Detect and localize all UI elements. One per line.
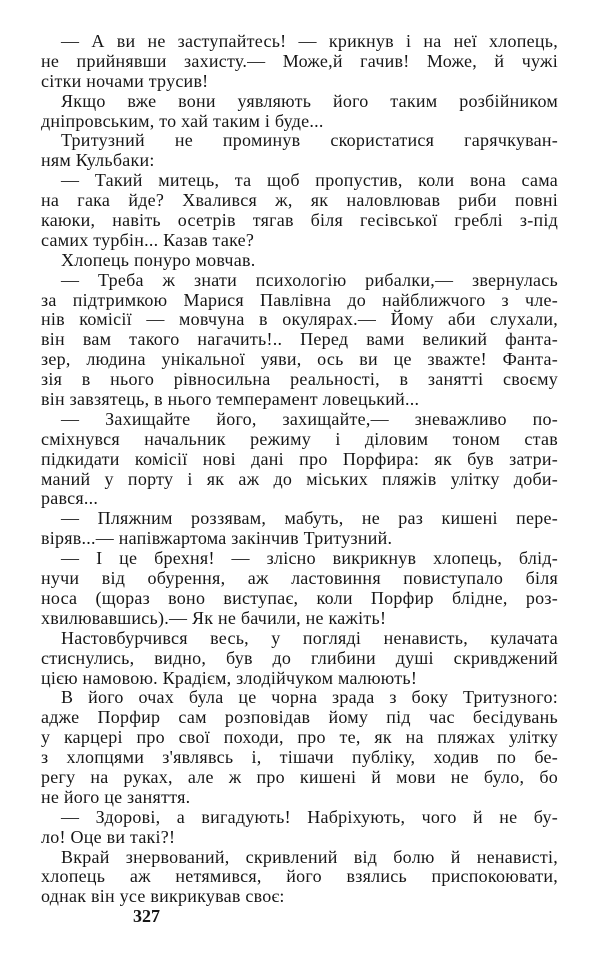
- text-line: — Захищайте його, захищайте,— зневажливо по-: [61, 408, 558, 429]
- text-line: за підтримкою Марися Павлівна до найближчого з чле-: [41, 289, 558, 310]
- paragraph: [41, 848, 558, 908]
- text-line: віряв...— напівжартома закінчив Тритузний.: [41, 528, 393, 549]
- paragraph: [41, 629, 558, 689]
- paragraph: [41, 509, 558, 549]
- text-line: цією намовою. Крадієм, злодійчуком малюють!: [41, 667, 418, 688]
- text-line: рався...: [41, 488, 99, 509]
- text-line: у карцері про свої походи, про те, як на пляжах улітку: [41, 727, 558, 748]
- page-number: 327: [133, 906, 160, 926]
- text-line: Тритузний не проминув скористатися гарячкуван-: [61, 130, 558, 151]
- text-line: не прийнявши захисту.— Може,й гачив! Може, й чужі: [41, 50, 558, 71]
- paragraph: [41, 549, 558, 629]
- paragraph: [41, 410, 558, 509]
- paragraph: [41, 32, 558, 92]
- text-line: — Такий митець, та щоб пропустив, коли вона сама: [61, 170, 558, 191]
- text-line: хлопець аж нетямився, його взялись приспокоювати,: [41, 866, 558, 887]
- text-line: — Пляжним роззявам, мабуть, не раз кишені пере-: [61, 508, 558, 529]
- text-line: — А ви не заступайтесь! — крикнув і на неї хлопець,: [61, 31, 558, 51]
- text-line: не його це заняття.: [41, 786, 191, 807]
- paragraph: [41, 92, 558, 132]
- text-line: ло! Оце ви такі?!: [41, 826, 176, 847]
- text-line: зер, людина унікальної уяви, ось ви це зважте! Фанта-: [41, 349, 558, 370]
- text-line: нів комісії — мовчуна в окулярах.— Йому аби слухали,: [41, 309, 558, 330]
- text-line: — І це брехня! — злісно викрикнув хлопець, блід-: [61, 548, 558, 569]
- text-line: Настовбурчився весь, у погляді ненависть, кулачата: [61, 627, 558, 648]
- text-line: адже Порфир сам розповідав йому під час бесідувань: [41, 707, 558, 728]
- paragraph: [41, 688, 558, 807]
- text-line: ням Кульбаки:: [41, 150, 155, 171]
- text-line: хвилювавшись).— Як не бачили, не кажіть!: [41, 607, 387, 628]
- text-line: Якщо вже вони уявляють його таким розбійником: [61, 90, 558, 111]
- text-line: він вам такого нагачить!.. Перед вами великий фанта-: [41, 329, 558, 350]
- book-page-text: [41, 32, 558, 907]
- paragraph: [41, 251, 558, 271]
- text-line: носа (щораз воно виступає, коли Порфир блідне, роз-: [41, 587, 558, 608]
- text-line: з хлопцями з'являвсь і, тішачи публіку, ходив по бе-: [41, 747, 558, 768]
- text-line: Вкрай знервований, скривлений від болю й ненависті,: [61, 846, 558, 867]
- paragraph: [41, 271, 558, 410]
- text-line: нучи від обурення, аж ластовиння повиступало біля: [41, 568, 558, 589]
- text-line: стиснулись, видно, був до глибини душі скривджений: [41, 647, 558, 668]
- paragraph: [41, 131, 558, 171]
- text-line: однак він усе викрикував своє:: [41, 886, 285, 907]
- text-line: сітки ночами трусив!: [41, 70, 209, 91]
- text-line: — Треба ж знати психологію рибалки,— звернулась: [61, 269, 558, 290]
- text-line: — Здорові, а вигадують! Набріхують, чого й не бу-: [61, 806, 558, 827]
- text-line: каюки, навіть осетрів тягав біля гесівської греблі з-під: [41, 210, 558, 231]
- paragraph: [41, 171, 558, 251]
- text-line: маний у порту і як аж до міських пляжів улітку доби-: [41, 468, 558, 489]
- text-line: на гака йде? Хвалився ж, як наловлював риби повні: [41, 190, 558, 211]
- paragraph: [41, 808, 558, 848]
- text-line: підкидати комісії нові дані про Порфира: як був затри-: [41, 448, 558, 469]
- text-line: сміхнувся начальник режиму і діловим тоном став: [41, 428, 558, 449]
- text-line: він завзятець, в нього темперамент ловецький...: [41, 389, 420, 410]
- text-line: Хлопець понуро мовчав.: [61, 249, 256, 270]
- text-line: дніпровським, то хай таким і буде...: [41, 110, 324, 131]
- text-line: регу на руках, але ж про кишені й мови не було, бо: [41, 766, 558, 787]
- text-line: самих турбін... Казав таке?: [41, 229, 255, 250]
- text-line: зія в нього рівносильна реальності, в занятті своєму: [41, 369, 558, 390]
- text-line: В його очах була це чорна зрада з боку Тритузного:: [61, 687, 558, 708]
